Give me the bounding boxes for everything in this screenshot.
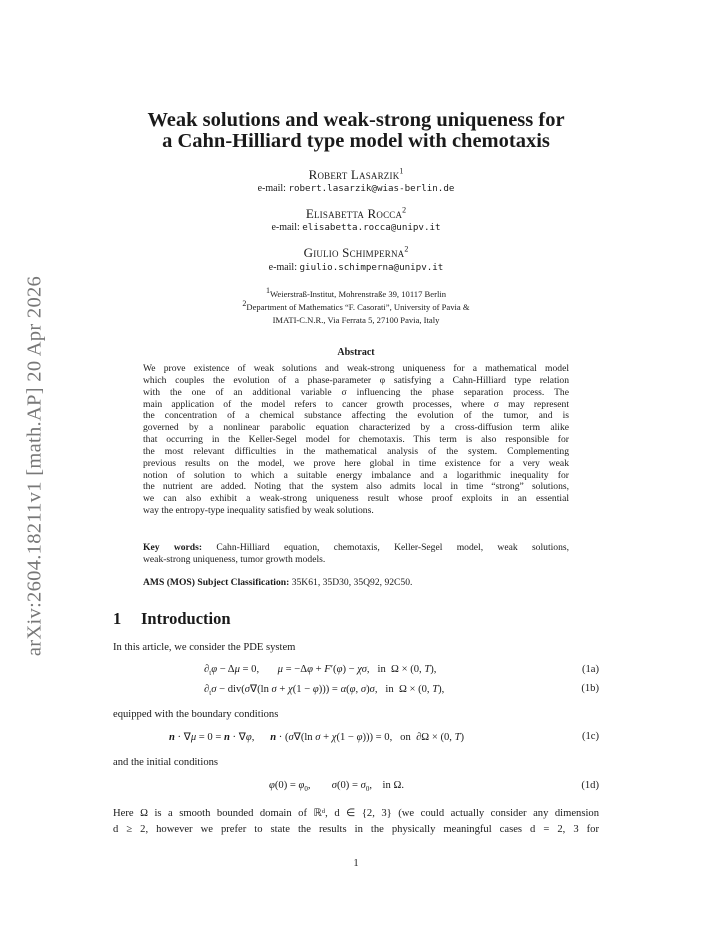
keywords-line-1 <box>143 542 569 554</box>
author-3 <box>180 245 532 261</box>
closing-paragraph <box>113 806 599 837</box>
author-1-email <box>180 183 532 194</box>
abstract-body <box>143 363 569 517</box>
boundary-conditions-text <box>113 707 599 723</box>
intro-text: In this article, we consider the PDE system <box>113 642 296 653</box>
ams-label: AMS (MOS) Subject Classification: <box>143 577 290 588</box>
email-label: e-mail: <box>268 262 297 273</box>
author-affiliation-mark: 2 <box>402 205 407 215</box>
abstract-line: the concentration of a chemical substance affecting the evolution of the tumor, and is <box>143 410 569 422</box>
email-address[interactable]: giulio.schimperna@unipv.it <box>299 262 444 273</box>
arxiv-identifier-stamp: arXiv:2604.18211v1 [math.AP] 20 Apr 2026 <box>23 275 46 657</box>
keywords-label: Key words: <box>143 542 203 553</box>
title-line-1: Weak solutions and weak-strong uniqueness for <box>147 109 565 131</box>
affiliations <box>150 288 562 327</box>
section-heading <box>113 609 231 629</box>
section-title: Introduction <box>141 609 231 628</box>
abstract-heading: Abstract <box>337 347 375 358</box>
equation-1b-number: (1b) <box>581 683 599 694</box>
affiliation-text: IMATI-C.N.R., Via Ferrata 5, 27100 Pavia, Italy <box>272 315 440 325</box>
equation-1b: $\partial_t\sigma - div(\sigma\nabla(\ln$ σ + χ(1 − φ))) = α(φ, σ)σ, in Ω × (0, T), <box>204 684 445 698</box>
page-number: 1 <box>353 858 359 869</box>
equation-1a-number: (1a) <box>581 664 599 675</box>
email-address[interactable]: elisabetta.rocca@unipv.it <box>302 222 441 233</box>
affiliation-mark: 2 <box>242 299 247 309</box>
author-name: Giulio Schimperna <box>303 245 405 260</box>
closing-line-2: d ≥ 2, however we prefer to state the results in the physically meaningful cases d = 2, 3 for <box>113 823 599 835</box>
affiliation-text: Weierstraß-Institut, Mohrenstraße 39, 10117 Berlin <box>269 289 447 299</box>
author-2 <box>180 206 532 222</box>
bc-text: equipped with the boundary conditions <box>113 709 279 720</box>
email-address[interactable]: robert.lasarzik@wias-berlin.de <box>288 183 455 194</box>
abstract-line: previous results on the model, we prove here global in time existence for a very weak <box>143 457 569 469</box>
abstract-line: we can also exhibit a weak-strong uniqueness result whose proof exploits in an essential <box>143 493 569 505</box>
section-number: 1 <box>113 609 122 628</box>
abstract-line: the nutrient are added. Noting that the system also admits local in time “strong” solutions, <box>143 481 569 493</box>
keywords-line-2: weak-strong uniqueness, tumor growth models. <box>143 553 326 565</box>
abstract-line: notion of solution to which a suitable energy imbalance and a logarithmic inequality for <box>143 469 569 481</box>
author-1 <box>180 167 532 183</box>
abstract-line: main application of the model refers to cancer growth processes, where σ may represent <box>143 398 569 410</box>
keywords <box>143 542 569 566</box>
author-affiliation-mark: 1 <box>399 166 404 176</box>
author-name: Robert Lasarzik <box>308 167 400 182</box>
abstract-line: which couples the evolution of a phase-parameter φ satisfying a Cahn-Hilliard type relation <box>143 374 569 386</box>
affiliation-text: Department of Mathematics “F. Casorati”, University of Pavia & <box>246 302 470 312</box>
affiliation-2 <box>150 301 562 314</box>
ic-text: and the initial conditions <box>113 757 219 768</box>
author-3-email <box>180 262 532 273</box>
abstract-line: that occurring in the Keller-Segel model for chemotaxis. This term is also responsible for <box>143 434 569 446</box>
initial-conditions-text <box>113 755 599 771</box>
email-label: e-mail: <box>257 183 286 194</box>
affiliation-1 <box>150 288 562 301</box>
equation-1a: $\partial_t\varphi - \Delta\mu = 0$, μ = −Δφ + F′(φ) − χσ, in Ω × (0, T), <box>204 664 437 678</box>
paper-title <box>100 110 612 152</box>
ams-classification <box>143 577 569 589</box>
equation-1d: $\varphi(0) = \varphi_0$, $\sigma(0) = \sigma_0$, in Ω. <box>269 780 404 794</box>
intro-paragraph <box>113 640 599 656</box>
affiliation-mark: 1 <box>265 286 270 296</box>
equation-1c: n · ∇μ = 0 = n · ∇φ, n · (σ∇(ln σ + χ(1 − φ))) = 0, on ∂Ω × (0, T) <box>169 732 465 743</box>
equation-1c-number: (1c) <box>581 731 599 742</box>
keywords-text: Cahn-Hilliard equation, chemotaxis, Keller-Segel model, weak solutions, <box>216 542 569 553</box>
email-label: e-mail: <box>271 222 300 233</box>
abstract-line: way the entropy-type inequality satisfied by weak solutions. <box>143 505 374 517</box>
abstract-line: We prove existence of weak solutions and weak-strong uniqueness for a mathematical model <box>143 363 569 374</box>
abstract-line: the most relevant difficulties in the mathematical analysis of the system. Complementing <box>143 445 569 457</box>
author-name: Elisabetta Rocca <box>305 206 403 221</box>
affiliation-2-continued <box>150 314 562 327</box>
ams-codes: 35K61, 35D30, 35Q92, 92C50. <box>291 577 413 588</box>
author-affiliation-mark: 2 <box>404 244 409 254</box>
abstract-line: governed by a nonlinear parabolic equation characterized by a cross-diffusion term alike <box>143 422 569 434</box>
abstract-line: with the one of an additional variable σ influencing the phase separation process. The <box>143 386 569 398</box>
author-2-email <box>180 222 532 233</box>
closing-line-1: Here Ω is a smooth bounded domain of ℝᵈ, d ∈ {2, 3} (we could actually consider any dimension <box>113 808 599 819</box>
title-line-2: a Cahn-Hilliard type model with chemotaxis <box>162 130 550 152</box>
equation-1d-number: (1d) <box>581 780 599 791</box>
